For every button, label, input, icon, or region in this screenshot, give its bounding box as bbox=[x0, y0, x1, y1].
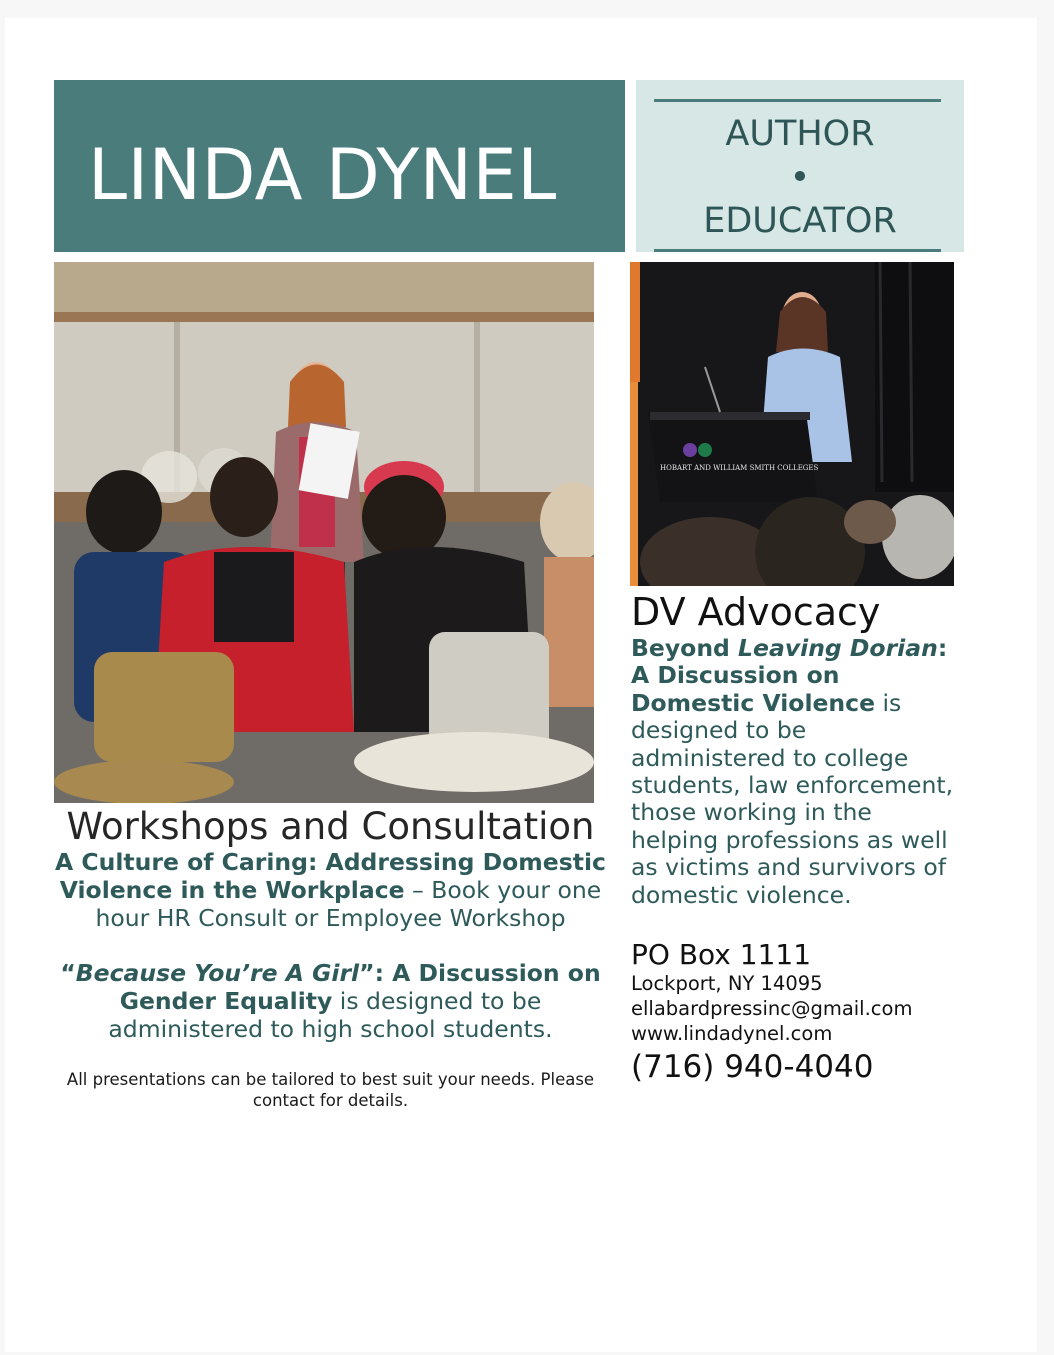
advocacy-title-post: : A Discussion on Domestic Violence bbox=[631, 634, 948, 717]
workshops-section bbox=[54, 806, 607, 1111]
program-2-description: is designed to be administered to high school students. bbox=[108, 987, 553, 1043]
advocacy-section bbox=[631, 590, 961, 1086]
podium-sign: HOBART AND WILLIAM SMITH COLLEGES bbox=[660, 464, 819, 472]
role-box bbox=[636, 80, 964, 252]
program-2-title: : A Discussion on Gender Equality bbox=[119, 959, 601, 1015]
program-2-title-italic: Because You’re A Girl bbox=[75, 959, 360, 987]
program-1-title: A Culture of Caring: Addressing Domestic Violence in the Workplace bbox=[55, 848, 606, 904]
program-2-quote-close: ” bbox=[359, 959, 375, 987]
role-author: AUTHOR bbox=[725, 114, 875, 154]
phone-number[interactable]: (716) 940-4040 bbox=[631, 1049, 874, 1086]
workshops-heading: Workshops and Consultation bbox=[66, 805, 595, 848]
city-line: Lockport, NY 14095 bbox=[631, 972, 823, 996]
author-name: LINDA DYNEL bbox=[88, 134, 557, 216]
po-box: PO Box 1111 bbox=[631, 938, 812, 972]
advocacy-program bbox=[631, 635, 961, 909]
podium-photo bbox=[630, 262, 954, 586]
workshop-program-1 bbox=[54, 848, 607, 932]
advocacy-heading: DV Advocacy bbox=[631, 590, 881, 634]
role-separator: • bbox=[789, 158, 811, 198]
role-bottom-rule bbox=[654, 249, 941, 252]
advocacy-description: is designed to be administered to college students, law enforcement, those working in the helping professions as well as victims and survivors of domestic violence. bbox=[631, 688, 954, 909]
website-link[interactable]: www.lindadynel.com bbox=[631, 1022, 833, 1046]
contact-block bbox=[631, 939, 961, 1086]
role-top-rule bbox=[654, 99, 941, 102]
program-2-quote-open: “ bbox=[60, 959, 76, 987]
workshop-program-2 bbox=[54, 959, 607, 1043]
name-banner bbox=[54, 80, 625, 252]
role-educator: EDUCATOR bbox=[703, 201, 897, 241]
advocacy-title-italic: Leaving Dorian bbox=[738, 634, 938, 662]
program-1-description: – Book your one hour HR Consult or Employee Workshop bbox=[95, 876, 602, 932]
workshop-photo bbox=[54, 262, 594, 803]
advocacy-title-pre: Beyond bbox=[631, 634, 739, 662]
email-link[interactable]: ellabardpressinc@gmail.com bbox=[631, 997, 913, 1021]
tailoring-note: All presentations can be tailored to best suit your needs. Please contact for details. bbox=[66, 1070, 595, 1110]
